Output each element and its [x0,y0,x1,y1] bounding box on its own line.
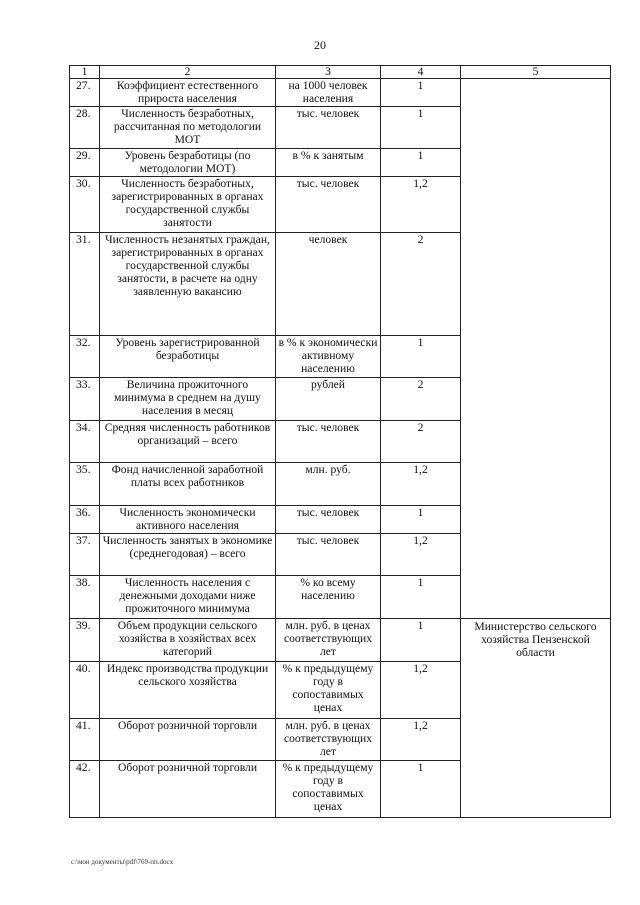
row-number: 28. [70,107,100,149]
frequency-code: 1 [381,619,461,662]
row-number: 27. [70,79,100,107]
frequency-code: 1 [381,107,461,149]
column-header: 4 [381,66,461,79]
indicator-name: Численность занятых в экономике (среднегодовая) – всего [100,534,276,576]
indicator-name: Индекс производства продукции сельского хозяйства [100,662,276,719]
frequency-code: 2 [381,233,461,336]
row-number: 29. [70,149,100,177]
frequency-code: 1,2 [381,719,461,761]
unit-of-measure: млн. руб. в ценах соответствующих лет [276,619,381,662]
frequency-code: 1 [381,761,461,818]
indicator-name: Уровень безработицы (по методологии МОТ) [100,149,276,177]
frequency-code: 1 [381,506,461,534]
frequency-code: 1 [381,149,461,177]
responsible-empty [461,79,611,619]
indicator-name: Численность незанятых граждан, зарегистрированных в органах государственной службы занятости, в расчете на одну заявленную вакансию [100,233,276,336]
unit-of-measure: тыс. человек [276,177,381,233]
unit-of-measure: млн. руб. в ценах соответствующих лет [276,719,381,761]
indicator-name: Оборот розничной торговли [100,761,276,818]
indicator-name: Уровень зарегистрированной безработицы [100,336,276,378]
indicator-name: Численность безработных, зарегистрированных в органах государственной службы занятости [100,177,276,233]
page-number: 20 [314,38,326,52]
row-number: 42. [70,761,100,818]
column-header: 3 [276,66,381,79]
row-number: 40. [70,662,100,719]
row-number: 34. [70,421,100,463]
unit-of-measure: тыс. человек [276,506,381,534]
unit-of-measure: рублей [276,378,381,421]
indicator-name: Численность населения с денежными доходами ниже прожиточного минимума [100,576,276,619]
file-path-footer: c:\мои документы\pdf\769-пп.docx [71,858,174,866]
unit-of-measure: тыс. человек [276,107,381,149]
unit-of-measure: человек [276,233,381,336]
frequency-code: 2 [381,421,461,463]
indicator-name: Численность безработных, рассчитанная по методологии МОТ [100,107,276,149]
indicator-name: Средняя численность работников организаций – всего [100,421,276,463]
frequency-code: 1,2 [381,177,461,233]
unit-of-measure: в % к занятым [276,149,381,177]
indicators-table [69,65,611,818]
column-header: 1 [70,66,100,79]
frequency-code: 1 [381,336,461,378]
row-number: 38. [70,576,100,619]
unit-of-measure: млн. руб. [276,463,381,506]
indicator-name: Коэффициент естественного прироста населения [100,79,276,107]
column-header: 2 [100,66,276,79]
frequency-code: 1 [381,576,461,619]
row-number: 31. [70,233,100,336]
indicator-name: Величина прожиточного минимума в среднем на душу населения в месяц [100,378,276,421]
responsible-ministry: Министерство сельского хозяйства Пензенской области [461,619,611,818]
table-header-row [70,66,611,79]
row-number: 30. [70,177,100,233]
table-row [70,79,611,107]
unit-of-measure: % к предыдущему году в сопоставимых ценах [276,662,381,719]
unit-of-measure: % к предыдущему году в сопоставимых ценах [276,761,381,818]
row-number: 39. [70,619,100,662]
frequency-code: 1,2 [381,463,461,506]
row-number: 32. [70,336,100,378]
unit-of-measure: тыс. человек [276,534,381,576]
unit-of-measure: % ко всему населению [276,576,381,619]
row-number: 41. [70,719,100,761]
indicator-name: Фонд начисленной заработной платы всех работников [100,463,276,506]
row-number: 37. [70,534,100,576]
indicator-name: Объем продукции сельского хозяйства в хозяйствах всех категорий [100,619,276,662]
row-number: 36. [70,506,100,534]
column-header: 5 [461,66,611,79]
table-row [70,619,611,662]
frequency-code: 1,2 [381,662,461,719]
frequency-code: 2 [381,378,461,421]
indicator-name: Численность экономически активного населения [100,506,276,534]
row-number: 35. [70,463,100,506]
unit-of-measure: в % к экономически активному населению [276,336,381,378]
frequency-code: 1 [381,79,461,107]
unit-of-measure: тыс. человек [276,421,381,463]
row-number: 33. [70,378,100,421]
indicator-name: Оборот розничной торговли [100,719,276,761]
frequency-code: 1,2 [381,534,461,576]
unit-of-measure: на 1000 человек населения [276,79,381,107]
